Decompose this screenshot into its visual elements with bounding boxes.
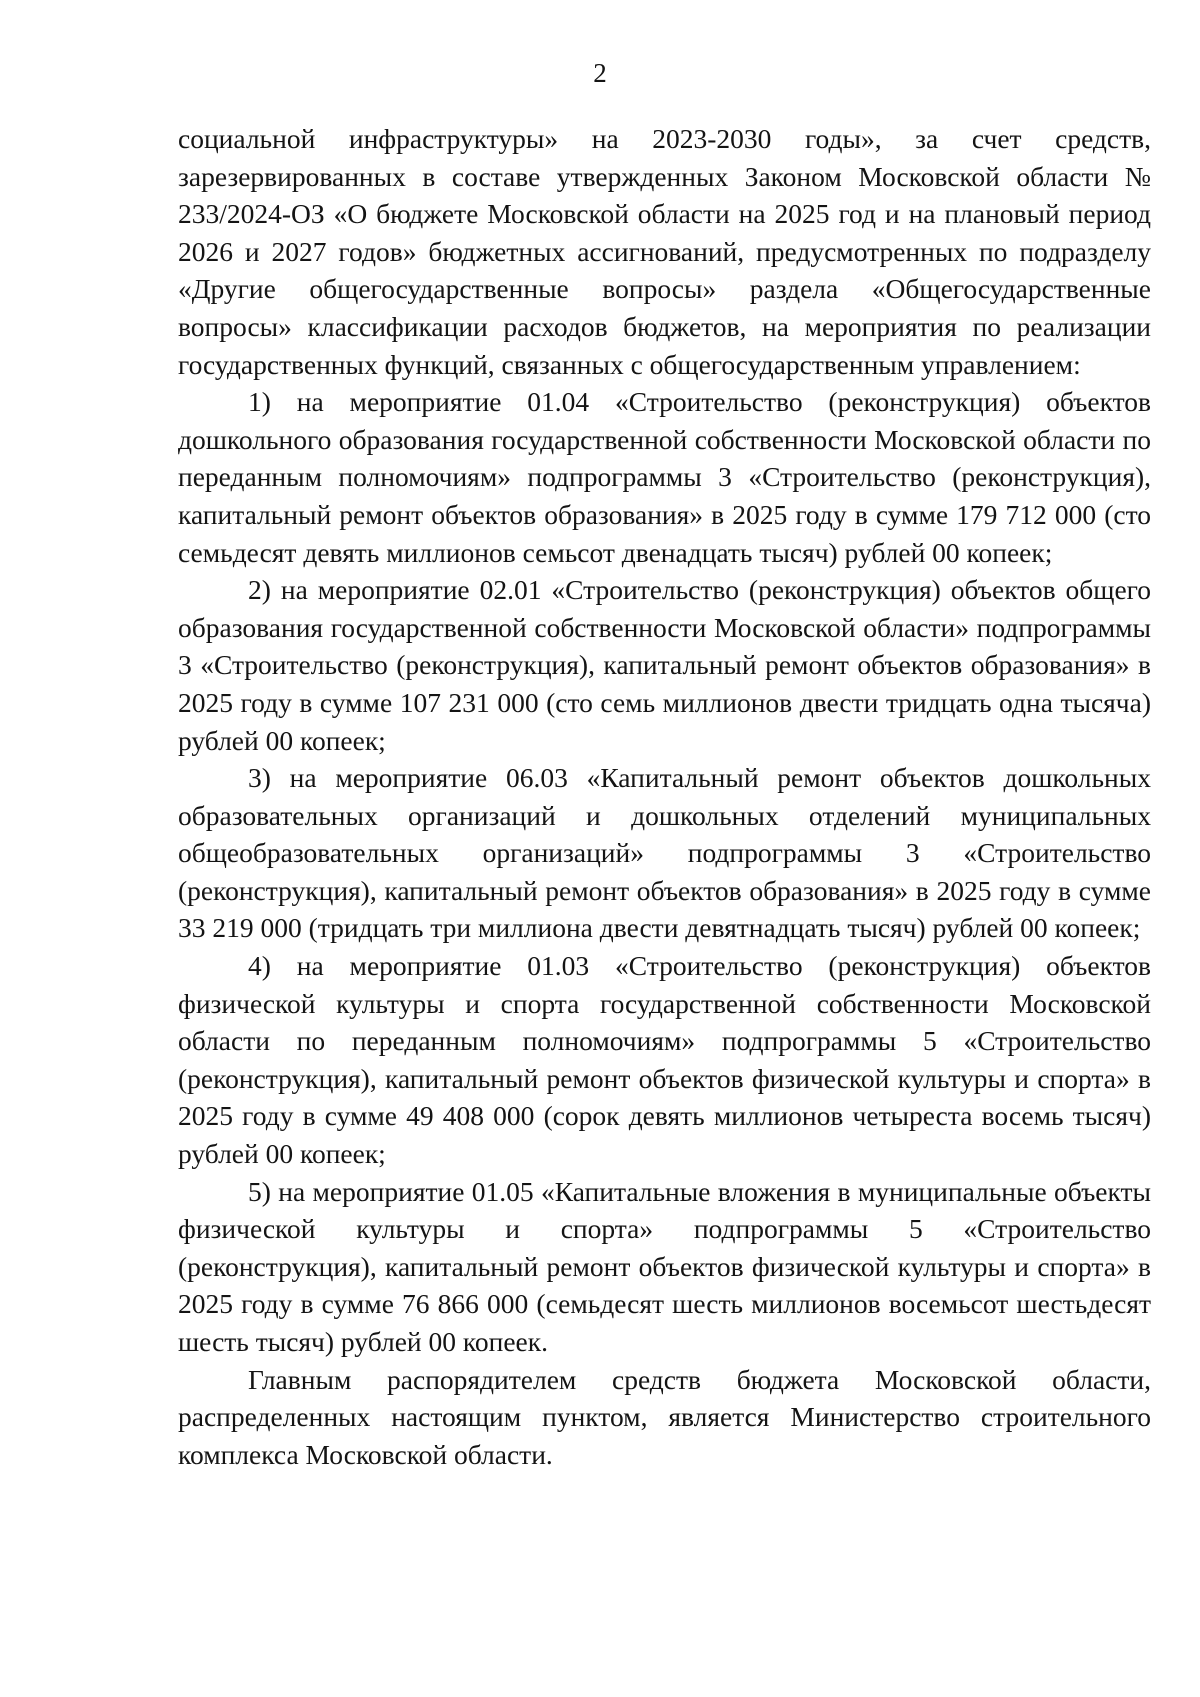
list-item: 1) на мероприятие 01.04 «Строительство (реконструкция) объектов дошкольного образования государственной собственности Московской области по переданным полномочиям» подпрограммы 3 «Строительство (реконструкция), капитальный ремонт объектов образования» в 2025 году в сумме 179 712 000 (сто семьдесят девять миллионов семьсот двенадцать тысяч) рублей 00 копеек; bbox=[178, 386, 1151, 568]
page-number: 2 bbox=[593, 58, 607, 88]
document-body bbox=[178, 120, 1151, 1473]
list-item: 5) на мероприятие 01.05 «Капитальные вложения в муниципальные объекты физической культуры и спорта» подпрограммы 5 «Строительство (реконструкция), капитальный ремонт объектов физической культуры и спорта» в 2025 году в сумме 76 866 000 (семьдесят шесть миллионов восемьсот шестьдесят шесть тысяч) рублей 00 копеек. bbox=[178, 1175, 1151, 1357]
list-item: 3) на мероприятие 06.03 «Капитальный ремонт объектов дошкольных образовательных организаций и дошкольных отделений муниципальных общеобразовательных организаций» подпрограммы 3 «Строительство (реконструкция), капитальный ремонт объектов образования» в 2025 году в сумме 33 219 000 (тридцать три миллиона двести девятнадцать тысяч) рублей 00 копеек; bbox=[178, 762, 1151, 944]
intro-paragraph: социальной инфраструктуры» на 2023-2030 годы», за счет средств, зарезервированных в составе утвержденных Законом Московской области № 233/2024-ОЗ «О бюджете Московской области на 2025 год и на плановый период 2026 и 2027 годов» бюджетных ассигнований, предусмотренных по подразделу «Другие общегосударственные вопросы» раздела «Общегосударственные вопросы» классификации расходов бюджетов, на мероприятия по реализации государственных функций, связанных с общегосударственным управлением: bbox=[178, 123, 1151, 380]
list-item: 2) на мероприятие 02.01 «Строительство (реконструкция) объектов общего образования государственной собственности Московской области» подпрограммы 3 «Строительство (реконструкция), капитальный ремонт объектов образования» в 2025 году в сумме 107 231 000 (сто семь миллионов двести тридцать одна тысяча) рублей 00 копеек; bbox=[178, 574, 1151, 756]
closing-paragraph: Главным распорядителем средств бюджета Московской области, распределенных настоящим пунктом, является Министерство строительного комплекса Московской области. bbox=[178, 1363, 1151, 1470]
list-item: 4) на мероприятие 01.03 «Строительство (реконструкция) объектов физической культуры и спорта государственной собственности Московской области по переданным полномочиям» подпрограммы 5 «Строительство (реконструкция), капитальный ремонт объектов физической культуры и спорта» в 2025 году в сумме 49 408 000 (сорок девять миллионов четыреста восемь тысяч) рублей 00 копеек; bbox=[178, 950, 1151, 1170]
